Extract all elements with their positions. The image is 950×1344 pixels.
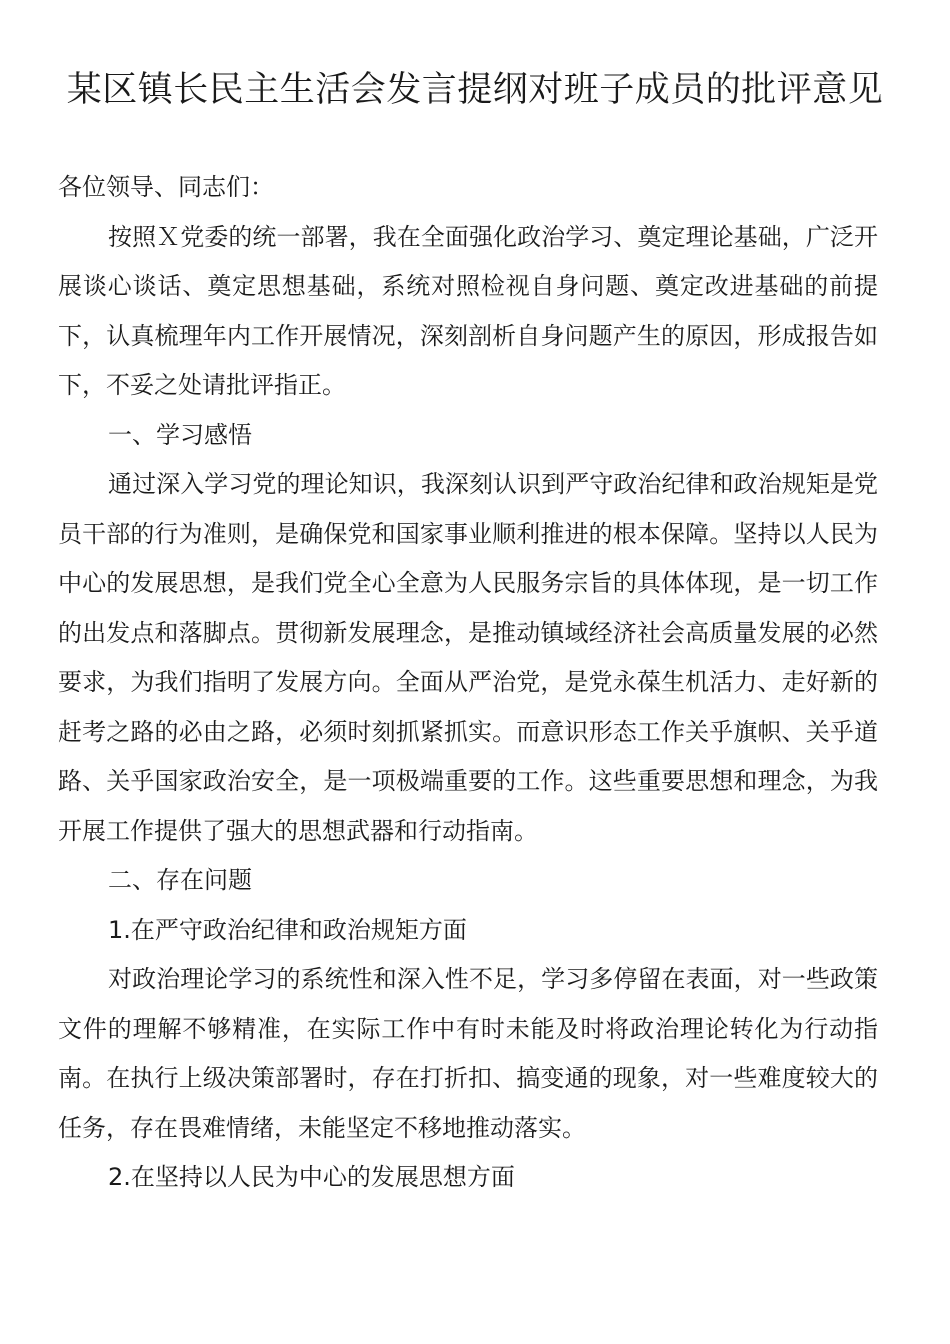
learning-paragraph: 通过深入学习党的理论知识，我深刻认识到严守政治纪律和政治规矩是党员干部的行为准则，是确保党和国家事业顺利推进的根本保障。坚持以人民为中心的发展思想，是我们党全心全意为人民服务宗旨的具体体现，是一切工作的出发点和落脚点。贯彻新发展理念，是推动镇域经济社会高质量发展的必然要求，为我们指明了发展方向。全面从严治党，是党永葆生机活力、走好新的赶考之路的必由之路，必须时刻抓紧抓实。而意识形态工作关乎旗帜、关乎道路、关乎国家政治安全，是一项极端重要的工作。这些重要思想和理念，为我开展工作提供了强大的思想武器和行动指南。 <box>58 470 878 845</box>
document-title: 某区镇长民主生活会发言提纲对班子成员的批评意见 <box>66 70 884 110</box>
political-discipline-paragraph: 对政治理论学习的系统性和深入性不足，学习多停留在表面，对一些政策文件的理解不够精准，在实际工作中有时未能及时将政治理论转化为行动指南。在执行上级决策部署时，存在打折扣、搞变通的现象，对一些难度较大的任务，存在畏难情绪，未能坚定不移地推动落实。 <box>58 965 878 1142</box>
document-body <box>58 163 878 1203</box>
subheading-people-centered: 2.在坚持以人民为中心的发展思想方面 <box>108 1163 515 1191</box>
subheading-political-discipline: 1.在严守政治纪律和政治规矩方面 <box>108 915 467 944</box>
salutation: 各位领导、同志们： <box>58 173 274 201</box>
section-heading-learning: 一、学习感悟 <box>108 420 252 449</box>
section-heading-problems: 二、存在问题 <box>108 866 252 894</box>
intro-paragraph: 按照Ｘ党委的统一部署，我在全面强化政治学习、奠定理论基础，广泛开展谈心谈话、奠定思想基础，系统对照检视自身问题、奠定改进基础的前提下，认真梳理年内工作开展情况，深刻剖析自身问题产生的原因，形成报告如下，不妥之处请批评指正。 <box>58 222 878 399</box>
